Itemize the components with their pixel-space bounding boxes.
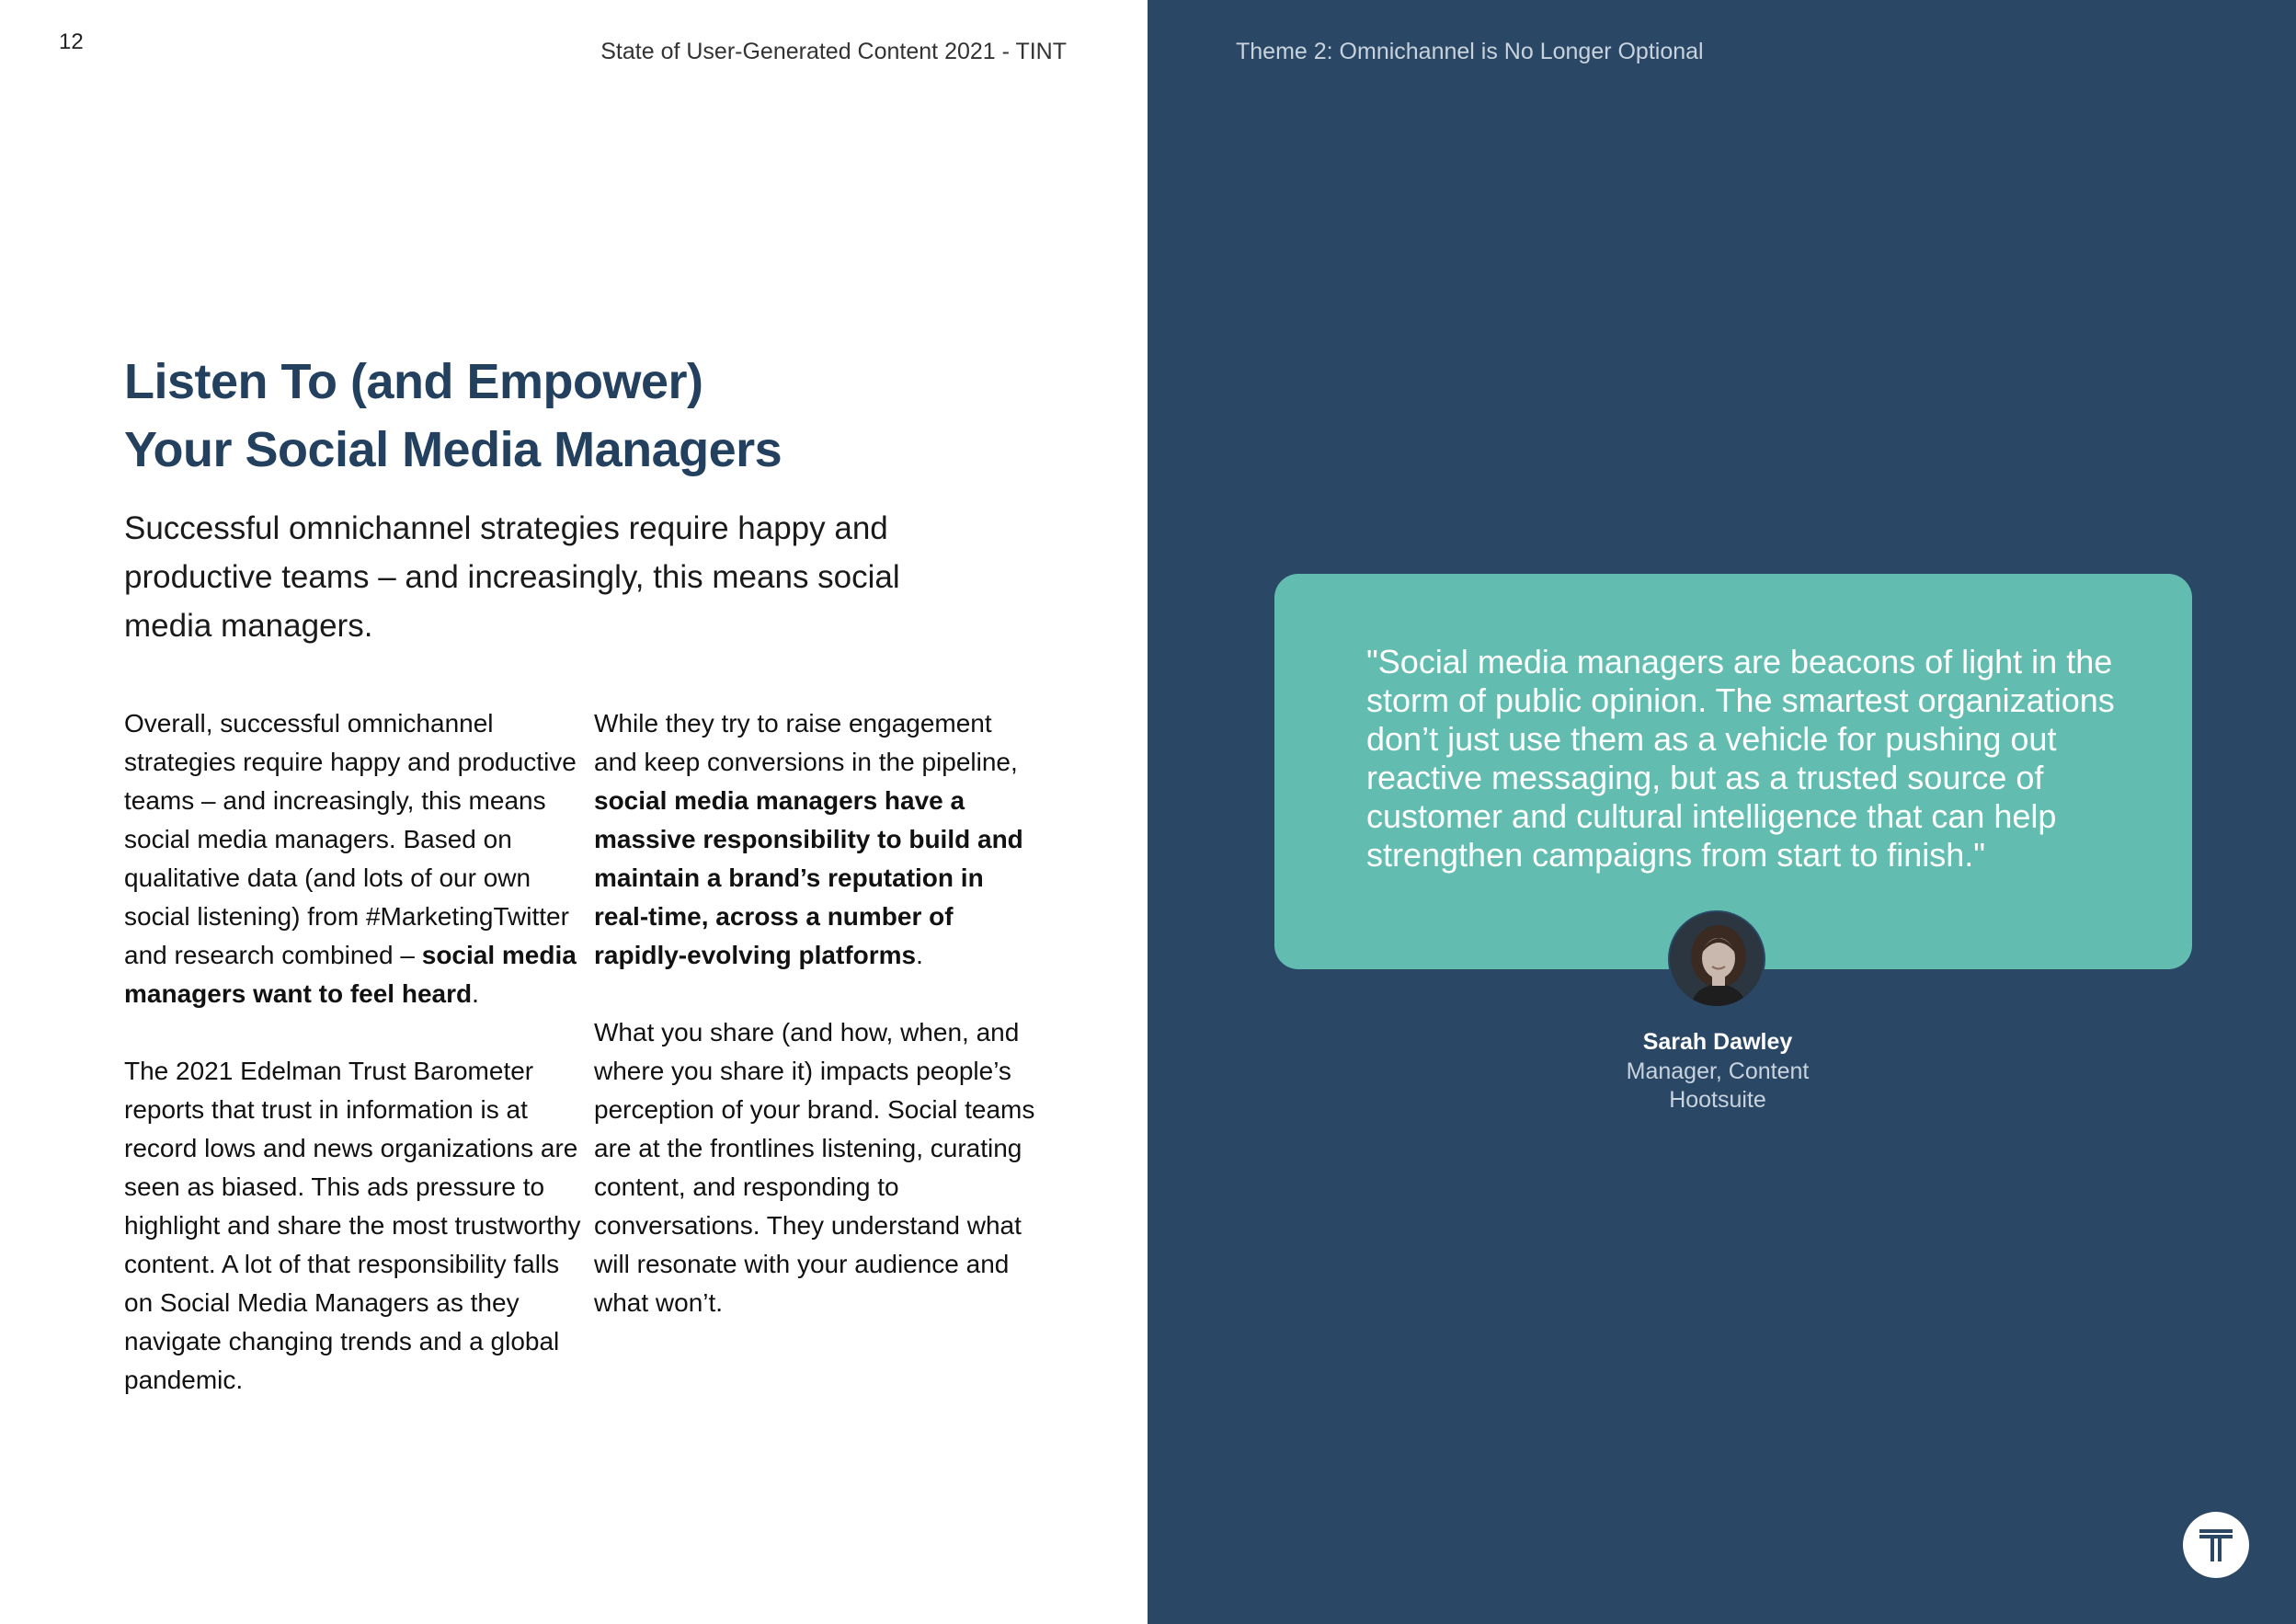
running-header-right: Theme 2: Omnichannel is No Longer Optional (1236, 39, 1704, 64)
author-name: Sarah Dawley (1642, 1029, 1793, 1055)
page-number: 12 (59, 29, 84, 54)
paragraph-text: While they try to raise engagement and keep conversions in the pipeline, (594, 709, 1018, 776)
right-page (1148, 0, 2296, 1624)
lead-paragraph: Successful omnichannel strategies require happy and productive teams – and increasingly, this means social media managers. (124, 510, 900, 644)
paragraph-end: . (916, 941, 923, 969)
tint-logo-mark (2196, 1525, 2236, 1565)
running-header-left: State of User-Generated Content 2021 - TINT (600, 39, 1067, 64)
title-line-2: Your Social Media Managers (124, 422, 782, 477)
body-paragraph (594, 704, 1035, 975)
quote-card (1274, 574, 2192, 969)
avatar (1668, 910, 1765, 1008)
title-line-1: Listen To (and Empower) (124, 354, 703, 409)
body-paragraph: The 2021 Edelman Trust Barometer reports that trust in information is at record lows and news organizations are seen as biased. This ads pressure to highlight and share the most trustworthy content. A lot of that responsibility falls on Social Media Managers as they navigate changing trends and a global pandemic. (124, 1057, 581, 1394)
author-role: Manager, Content (1626, 1058, 1810, 1084)
body-paragraph: What you share (and how, when, and where you share it) impacts people’s perception of your brand. Social teams are at the frontlines listening, curating content, and responding to conversations. They understand what will resonate with your audience and what won’t. (594, 1018, 1035, 1317)
quote-text: "Social media managers are beacons of light in the storm of public opinion. The smartest organizations don’t just use them as a vehicle for pushing out reactive messaging, but as a trusted source of customer and cultural intelligence that can help strengthen campaigns from start to finish." (1366, 643, 2115, 874)
paragraph-text: Overall, successful omnichannel strategies require happy and productive teams – and increasingly, this means social media managers. Based on qualitative data (and lots of our own social listening) from #MarketingTwitter and research combined – (124, 709, 577, 969)
person-photo-icon (1670, 912, 1765, 1008)
paragraph-end: . (472, 979, 479, 1008)
body-column-2 (594, 704, 1035, 1361)
author-company: Hootsuite (1669, 1087, 1766, 1113)
paragraph-emphasis: social media managers have a massive responsibility to build and maintain a brand’s reputation in real-time, across a number of rapidly-evolving platforms (594, 786, 1023, 969)
page-title (124, 348, 1044, 484)
paragraph-emphasis: social media managers want to feel heard (124, 941, 577, 1008)
body-paragraph (124, 704, 584, 1013)
tint-logo-icon (2183, 1512, 2249, 1578)
body-column-1 (124, 704, 584, 1438)
